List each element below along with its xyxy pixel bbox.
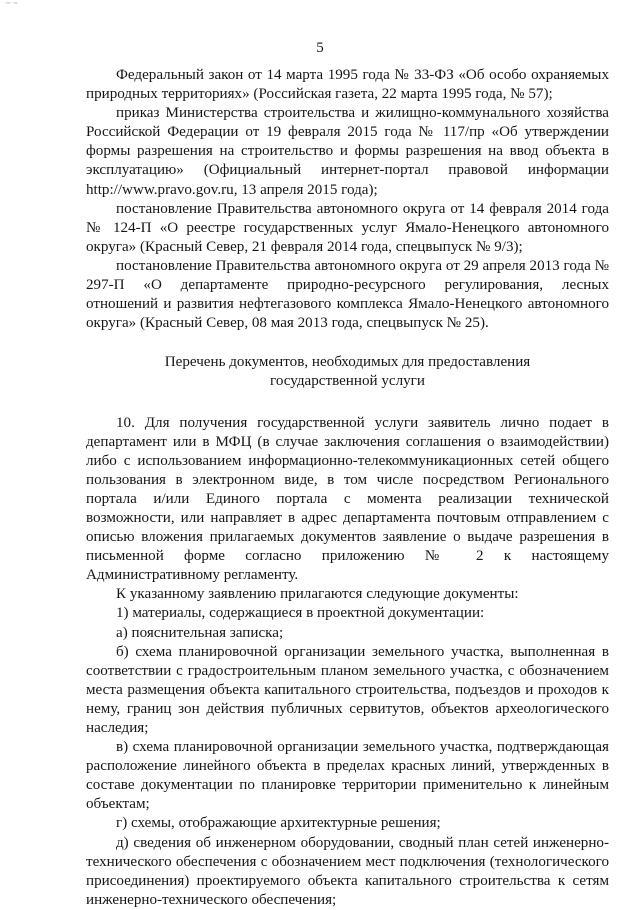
paragraph-federal-law: Федеральный закон от 14 марта 1995 года № 33-ФЗ «Об особо охраняемых природных территориях» (Российская газета, 22 марта 1995 года, № 57); xyxy=(86,67,609,103)
paragraph-item-d: д) сведения об инженерном оборудовании, сводный план сетей инженерно-технического обеспечения с обозначением мест подключения (технологического присоединения) проектируемого объекта капитального строительства к сетям инженерно-технического обеспечения; xyxy=(86,834,609,908)
paragraph-attachments-intro: К указанному заявлению прилагаются следующие документы: xyxy=(116,586,519,603)
paragraph-item-a: а) пояснительная записка; xyxy=(116,624,284,641)
paragraph-item-b: б) схема планировочной организации земельного участка, выполненная в соответствии с градостроительным планом земельного участка, с обозначением места размещения объекта капитального строительства, подъездов и проходов к нему, границ зон действия публичных сервитутов, объектов археологического наследия; xyxy=(86,643,609,736)
paragraph-materials: 1) материалы, содержащиеся в проектной документации: xyxy=(116,605,485,622)
corner-mark: ·≈·≈ xyxy=(4,0,18,7)
paragraph-resolution-124: постановление Правительства автономного округа от 14 февраля 2014 года № 124-П «О реестре государственных услуг Ямало-Ненецкого автономного округа» (Красный Север, 21 февраля 2014 года, спецвыпуск № 9/3); xyxy=(86,200,609,255)
section-heading-line-1: Перечень документов, необходимых для предоставления xyxy=(164,354,531,371)
document-body xyxy=(86,66,609,910)
page-number: 5 xyxy=(316,40,324,56)
section-heading-line-2: государственной услуги xyxy=(270,373,425,390)
paragraph-ministry-order: приказ Министерства строительства и жилищно-коммунального хозяйства Российской Федерации от 19 февраля 2015 года № 117/пр «Об утверждении формы разрешения на строительство и формы разрешения на ввод объекта в эксплуатацию» (Официальный интернет-портал правовой информации http://www.pravo.gov.ru, 13 апреля 2015 года); xyxy=(86,105,609,198)
paragraph-item-g: г) схемы, отображающие архитектурные решения; xyxy=(116,815,441,832)
paragraph-resolution-297: постановление Правительства автономного округа от 29 апреля 2013 года № 297-П «О департаменте природно-ресурсного регулирования, лесных отношений и развития нефтегазового комплекса Ямало-Ненецкого автономного округа» (Красный Север, 08 мая 2013 года, спецвыпуск № 25). xyxy=(86,257,609,332)
paragraph-item-10: 10. Для получения государственной услуги заявитель лично подает в департамент или в МФЦ (в случае заключения соглашения о взаимодействии) либо с использованием информационно-телекоммуникационных сетей общего пользования в электронном виде, в том числе посредством Регионального портала и/или Единого портала с момента реализации технической возможности, или направляет в адрес департамента почтовым отправлением с описью вложения прилагаемых документов заявление о выдаче разрешения в письменной форме согласно приложению № 2 к настоящему Административному регламенту. xyxy=(86,414,609,584)
paragraph-item-v: в) схема планировочной организации земельного участка, подтверждающая расположение линейного объекта в пределах красных линий, утвержденных в составе документации по планировке территории применительно к линейным объектам; xyxy=(86,739,609,813)
section-heading xyxy=(86,353,609,391)
